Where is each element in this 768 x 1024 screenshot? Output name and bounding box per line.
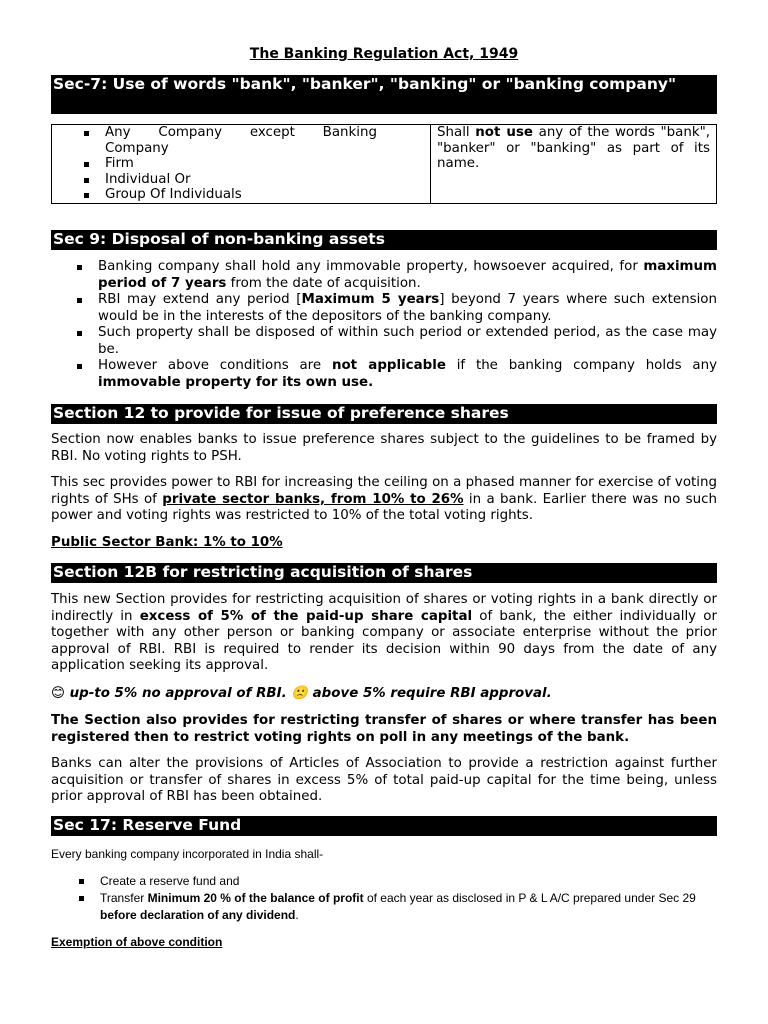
sec12-para-1: Section now enables banks to issue preference shares subject to the guidelines to be framed by RBI. No voting rights to PSH. [51,432,717,464]
sec9-heading: Sec 9: Disposal of non-banking assets [51,230,717,250]
sec9-list [51,259,717,391]
exemption-heading: Exemption of above condition [51,935,223,949]
sec7-table [51,124,717,204]
list-item: Any Company except Banking Company [105,125,424,156]
list-item: Such property shall be disposed of within such period or extended period, as the case may be. [98,325,717,357]
sec12-para-2: This sec provides power to RBI for increasing the ceiling on a phased manner for exercise of voting rights of SHs of private sector banks, from 10% to 26% in a bank. Earlier there was no such power and voting rights was restricted to 10% of the total voting rights. [51,475,717,523]
sec12b-para-4: Banks can alter the provisions of Articles of Association to provide a restriction against further acquisition or transfer of shares in excess 5% of total paid-up capital for the time being, unless prior approval of RBI has been obtained. [51,756,717,804]
list-item: Create a reserve fund and [100,873,717,890]
sec12b-body [51,592,717,806]
sec12-body [51,432,717,551]
sec12-heading: Section 12 to provide for issue of preference shares [51,404,717,424]
list-item: However above conditions are not applicable if the banking company holds any immovable property for its own use. [98,358,717,390]
list-item: RBI may extend any period [Maximum 5 years] beyond 7 years where such extension would be in the interests of the depositors of the banking company. [98,292,717,324]
sec17-heading: Sec 17: Reserve Fund [51,816,717,836]
sec12b-para-1: This new Section provides for restricting acquisition of shares or voting rights in a bank directly or indirectly in excess of 5% of the paid-up share capital of bank, the either individually or together with any other person or banking company or associate enterprise without the prior approval of RBI. RBI is required to render its decision within 90 days from the date of any application seeking its approval. [51,592,717,673]
sec17-intro: Every banking company incorporated in India shall- [51,847,324,861]
list-item: Group Of Individuals [105,187,424,203]
sec17-body [51,846,717,951]
list-item: Banking company shall hold any immovable property, howsoever acquired, for maximum period of 7 years from the date of acquisition. [98,259,717,291]
sec7-left-cell [52,125,431,204]
public-sector-bank-note: Public Sector Bank: 1% to 10% [51,534,283,550]
list-item: Firm [105,156,424,172]
approval-note: 😊 up-to 5% no approval of RBI. 🙁 above 5% require RBI approval. [51,685,552,701]
list-item: Transfer Minimum 20 % of the balance of profit of each year as disclosed in P & L A/C prepared under Sec 29 before declaration of any dividend. [100,890,717,924]
sec7-heading: Sec-7: Use of words "bank", "banker", "banking" or "banking company" [51,75,717,114]
sec12b-para-3: The Section also provides for restricting transfer of shares or where transfer has been registered then to restrict voting rights on poll in any meetings of the bank. [51,713,717,745]
list-item: Individual Or [105,172,424,188]
document-title: The Banking Regulation Act, 1949 [249,46,519,62]
sec7-right-cell: Shall not use any of the words "bank", "banker" or "banking" as part of its name. [431,125,717,204]
sec12b-heading: Section 12B for restricting acquisition of shares [51,563,717,583]
